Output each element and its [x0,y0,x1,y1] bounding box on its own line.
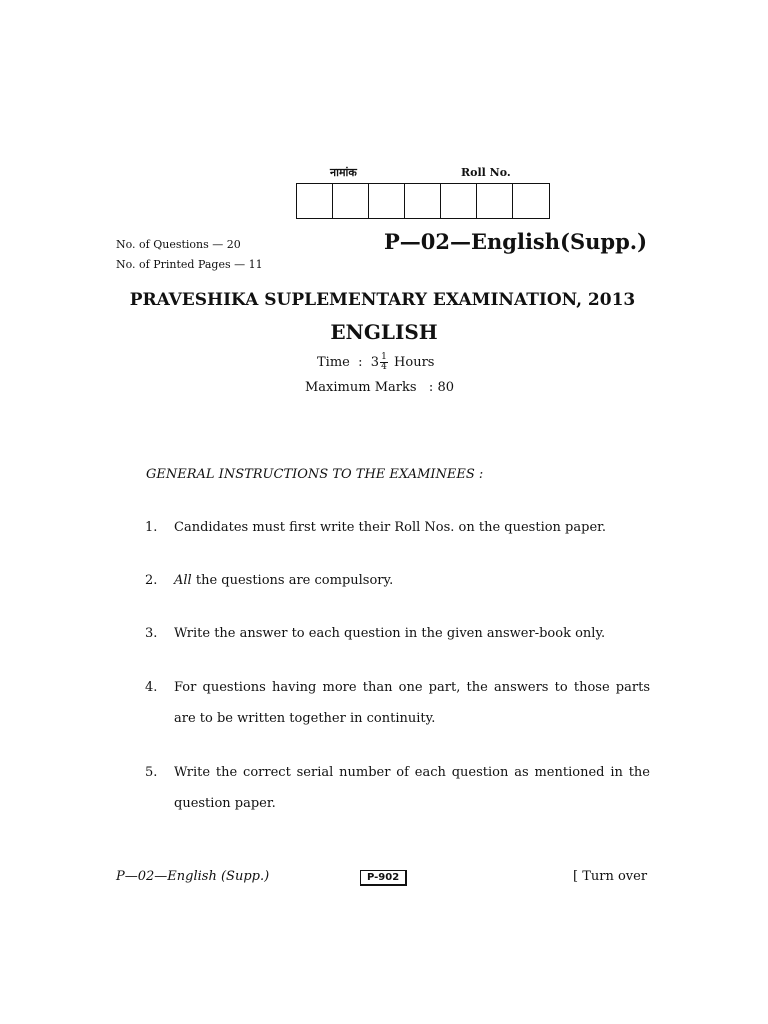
turn-over-note: [ Turn over [573,869,648,884]
footer-code-box: P-902 [360,870,407,886]
roll-box [441,184,477,218]
roll-box [405,184,441,218]
roll-label-hindi: नामांक [330,166,357,179]
number-of-printed-pages: No. of Printed Pages — 11 [116,258,263,271]
instruction-text: Write the answer to each question in the given answer-book only. [174,626,606,641]
fraction-numerator: 1 [381,352,387,362]
instruction-text: Write the correct serial number of each question as mentioned in the question paper. [174,765,650,811]
instruction-number: 1. [145,520,158,535]
roll-number-boxes [296,183,550,219]
instruction-number: 5. [145,765,158,780]
time-unit: Hours [394,355,435,370]
instruction-text: Candidates must first write their Roll Nos. on the question paper. [174,520,607,535]
roll-box [333,184,369,218]
roll-box [477,184,513,218]
time-label: Time : 3 [317,355,380,370]
maximum-marks: Maximum Marks : 80 [305,380,454,395]
exam-title-text: PRAVESHIKA SUPLEMENTARY EXAMINATION, 2013 [129,290,636,310]
instruction-emphasis: All [174,573,192,588]
number-of-questions: No. of Questions — 20 [116,238,241,251]
instruction-number: 2. [145,573,158,588]
time-fraction [380,353,388,372]
instruction-text-rest: the questions are compulsory. [191,573,394,588]
instruction-text: For questions having more than one part, the answers to those parts are to be written together in continuity. [174,680,650,726]
footer-paper-name: P—02—English (Supp.) [116,869,270,884]
roll-label-english: Roll No. [461,166,511,179]
exam-title [0,290,768,310]
fraction-denominator: 4 [381,362,387,372]
paper-code: P—02—English(Supp.) [384,229,648,254]
instructions-heading: GENERAL INSTRUCTIONS TO THE EXAMINEES : [146,467,484,482]
roll-box [297,184,333,218]
instruction-number: 3. [145,626,158,641]
roll-box [369,184,405,218]
time-allowed [317,353,434,372]
subject-title: ENGLISH [330,320,438,344]
instruction-text [174,565,650,596]
roll-box [513,184,549,218]
instruction-number: 4. [145,680,158,695]
